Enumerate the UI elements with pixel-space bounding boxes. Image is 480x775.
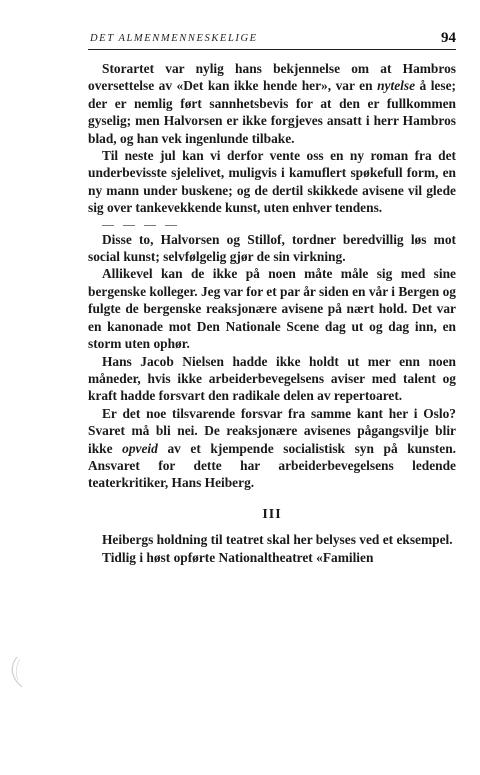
paragraph-3: Disse to, Halvorsen og Stillof, tordner beredvillig løs mot social kunst; selvfølgelig gjør de sin virkning. bbox=[88, 231, 456, 265]
section-heading: III bbox=[262, 506, 282, 522]
emphasis-nytelse: nytelse bbox=[377, 78, 416, 94]
paragraph-7: Heibergs holdning til teatret skal her belyses ved et eksempel. bbox=[102, 532, 453, 548]
running-head: DET ALMENMENNESKELIGE bbox=[90, 33, 258, 44]
paragraph-5: Hans Jacob Nielsen hadde ikke holdt ut mer enn noen måneder, hvis ikke arbeiderbevegelsens aviser med talent og kraft hadde forsvart den radikale delen av repertoaret. bbox=[88, 353, 456, 404]
emphasis-opveid: opveid bbox=[122, 440, 158, 456]
paragraph-6: Er det noe tilsvarende forsvar fra samme kant her i Oslo? Svaret må bli nei. De reaksjonære avisenes pågangsvilje blir ikke opveid av et kjempende socialistisk syn på kunsten. Ansvaret for dette har arbeiderbevegelsens ledende teaterkritiker, Hans Heiberg. bbox=[88, 405, 457, 491]
scan-smudge-mark bbox=[8, 655, 26, 689]
paragraph-4: Allikevel kan de ikke på noen måte måle sig med sine bergenske kolleger. Jeg var for et par år siden en vår i Bergen og fulgte de bergenske reaksjonære avisene på nært hold. Det var en kanonade mot Den Nationale Scene dag ut og dag inn, en storm uten ophør. bbox=[88, 266, 456, 352]
page-header bbox=[88, 31, 456, 50]
paragraph-2: Til neste jul kan vi derfor vente oss en ny roman fra det underbevisste sjelelivet, muligvis i kamuflert spøkefull form, en ny mann under buskene; og de dertil skikkede avisene vil glede sig over tankevekkende kunst, uten enhver tendens. bbox=[88, 148, 456, 216]
body-text bbox=[88, 60, 456, 566]
page-number: 94 bbox=[441, 30, 456, 46]
paragraph-8: Tidlig i høst opførte Nationaltheatret «Familien bbox=[102, 549, 374, 565]
section-separator: — — — — bbox=[102, 216, 180, 231]
paragraph-1: Storartet var nylig hans bekjennelse om at Hambros oversettelse av «Det kan ikke hende her», var en nytelse å lese; der er nemlig ført sannhetsbevis for at den er fullkommen gyselig; men Halvorsen er ikke forgjeves ansatt i herr Hambros blad, og han vek ingenlunde tilbake. bbox=[88, 61, 456, 146]
